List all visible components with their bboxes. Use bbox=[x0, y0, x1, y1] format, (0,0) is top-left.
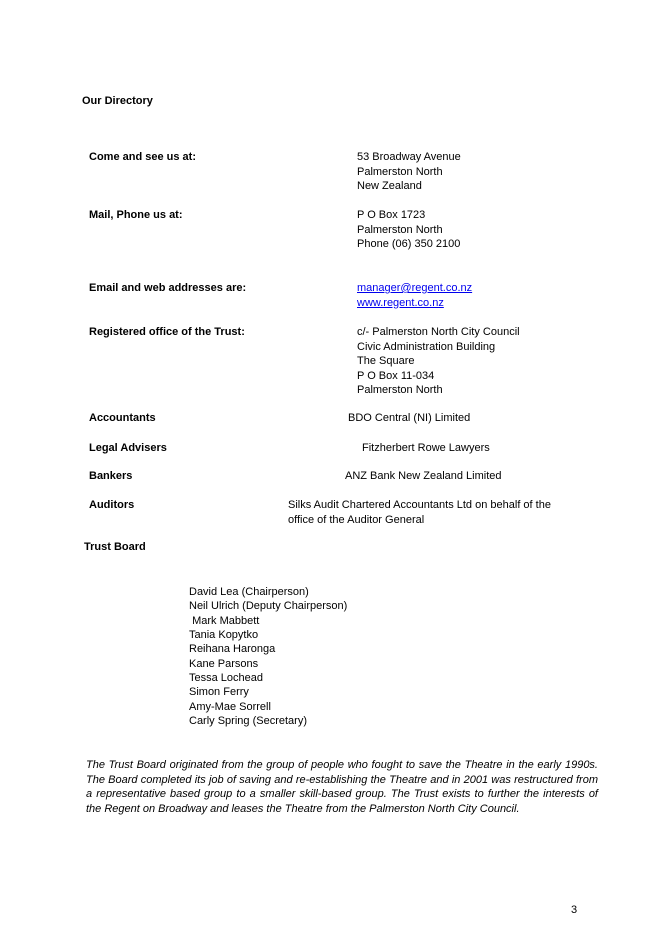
row-label-email-web: Email and web addresses are: bbox=[89, 282, 247, 294]
row-label-mail-phone: Mail, Phone us at: bbox=[89, 209, 183, 221]
address-line: P O Box 11-034 bbox=[357, 369, 435, 382]
page-number: 3 bbox=[571, 904, 578, 916]
address-line: New Zealand bbox=[357, 180, 422, 193]
row-label-visit-address: Come and see us at: bbox=[89, 151, 196, 163]
row-value-email-web bbox=[357, 281, 472, 310]
address-line: P O Box 1723 bbox=[357, 209, 426, 221]
row-value-visit-address bbox=[357, 150, 461, 194]
board-member: David Lea (Chairperson) bbox=[189, 586, 309, 598]
board-member: Simon Ferry bbox=[189, 686, 249, 699]
board-member: Mark Mabbett bbox=[189, 614, 260, 627]
address-line: Palmerston North bbox=[357, 165, 443, 178]
address-line: Civic Administration Building bbox=[357, 340, 496, 353]
email-link[interactable]: manager@regent.co.nz bbox=[357, 282, 473, 294]
board-member: Tessa Lochead bbox=[189, 672, 263, 685]
trust-board-heading: Trust Board bbox=[84, 541, 146, 553]
trust-board-member-list bbox=[189, 585, 347, 728]
row-value-mail-phone bbox=[357, 208, 460, 252]
address-line: Palmerston North bbox=[357, 384, 443, 397]
website-link[interactable]: www.regent.co.nz bbox=[357, 296, 444, 309]
address-line: Palmerston North bbox=[357, 223, 443, 236]
row-label-registered-office: Registered office of the Trust: bbox=[89, 326, 245, 338]
row-label-accountants: Accountants bbox=[89, 412, 156, 424]
board-member: Reihana Haronga bbox=[189, 643, 276, 656]
address-line: The Square bbox=[357, 355, 415, 368]
board-member: Amy-Mae Sorrell bbox=[189, 700, 271, 713]
board-member: Carly Spring (Secretary) bbox=[189, 715, 307, 728]
row-label-bankers: Bankers bbox=[89, 470, 133, 482]
row-label-legal-advisers: Legal Advisers bbox=[89, 442, 167, 454]
row-value-accountants: BDO Central (NI) Limited bbox=[348, 412, 471, 424]
address-line: c/- Palmerston North City Council bbox=[357, 326, 520, 338]
row-value-registered-office bbox=[357, 325, 520, 398]
board-member: Tania Kopytko bbox=[189, 629, 259, 642]
row-label-auditors: Auditors bbox=[89, 499, 135, 511]
board-member: Neil Ulrich (Deputy Chairperson) bbox=[189, 600, 348, 613]
row-value-legal-advisers: Fitzherbert Rowe Lawyers bbox=[362, 442, 490, 454]
board-member: Kane Parsons bbox=[189, 657, 259, 670]
row-value-auditors: Silks Audit Chartered Accountants Ltd on behalf of the office of the Auditor General bbox=[288, 499, 551, 526]
address-line: 53 Broadway Avenue bbox=[357, 151, 461, 163]
trust-history-paragraph: The Trust Board originated from the group of people who fought to save the Theatre in the early 1990s. The Board completed its job of saving and re-establishing the Theatre and in 2001 was restructured from a representative based group to a smaller skill-based group. The Trust exists to further the interests of the Regent on Broadway and leases the Theatre from the Palmerston North City Council. bbox=[86, 759, 598, 815]
page-title: Our Directory bbox=[82, 95, 153, 107]
phone-line: Phone (06) 350 2100 bbox=[357, 238, 461, 251]
row-value-bankers: ANZ Bank New Zealand Limited bbox=[345, 470, 502, 482]
